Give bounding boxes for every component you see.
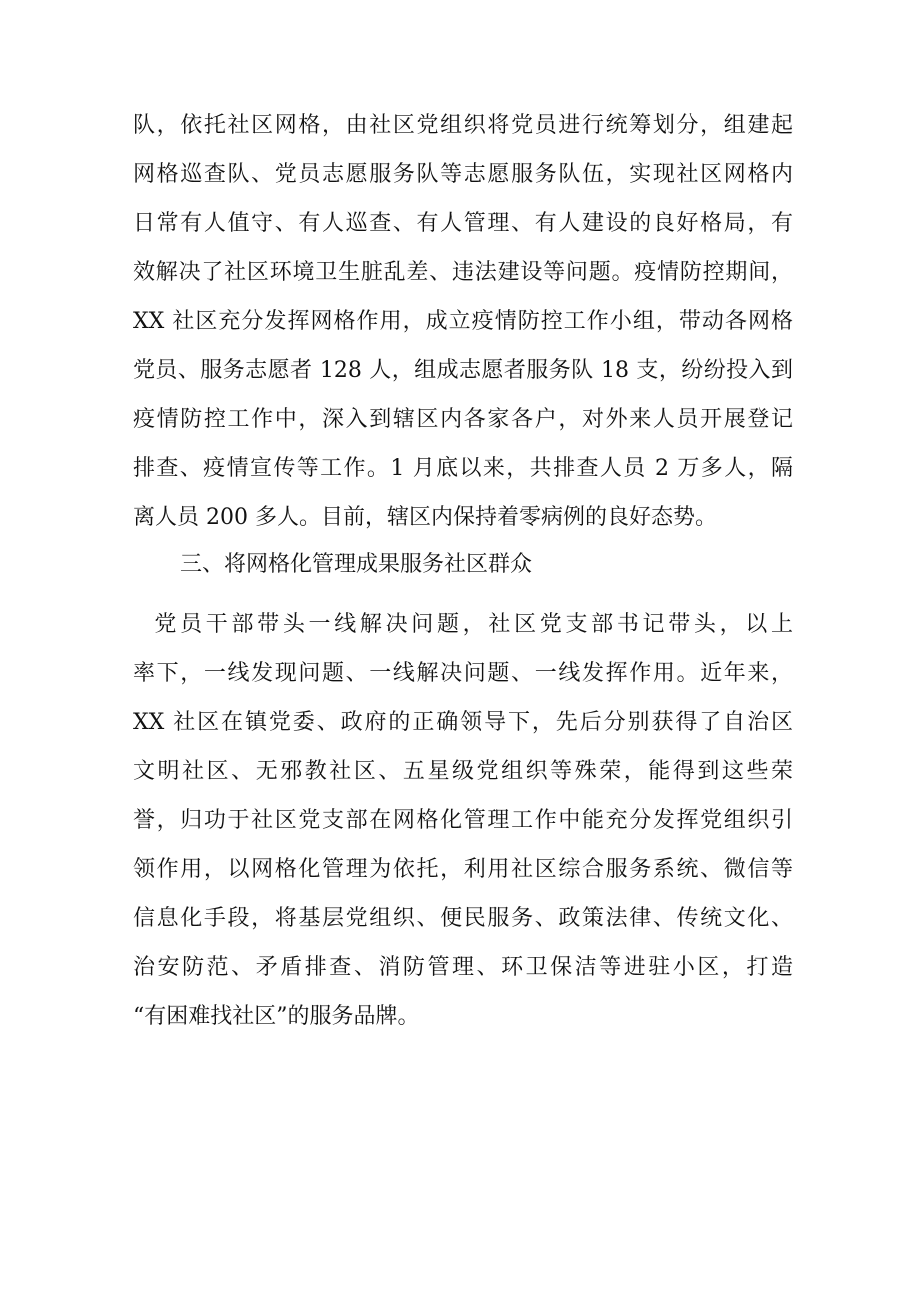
paragraph-line: 疫情防控工作中，深入到辖区内各家各户，对外来人员开展登记 xyxy=(133,407,793,432)
paragraph-line: 日常有人值守、有人巡查、有人管理、有人建设的良好格局，有 xyxy=(133,211,793,236)
paragraph-line: 队，依托社区网格，由社区党组织将党员进行统筹划分，组建起 xyxy=(133,113,793,138)
paragraph-grid-teams xyxy=(133,101,793,542)
paragraph-line: XX 社区充分发挥网格作用，成立疫情防控工作小组，带动各网格 xyxy=(133,309,793,334)
paragraph-line: 党员干部带头一线解决问题，社区党支部书记带头，以上 xyxy=(133,612,793,637)
paragraph-line: 信息化手段，将基层党组织、便民服务、政策法律、传统文化、 xyxy=(133,906,793,931)
paragraph-line: 领作用，以网格化管理为依托，利用社区综合服务系统、微信等 xyxy=(133,857,793,882)
paragraph-line: 离人员 200 多人。目前，辖区内保持着零病例的良好态势。 xyxy=(133,505,717,530)
paragraph-line: 治安防范、矛盾排查、消防管理、环卫保洁等进驻小区，打造 xyxy=(133,955,793,980)
paragraph-line: 率下，一线发现问题、一线解决问题、一线发挥作用。近年来， xyxy=(133,661,793,686)
paragraph-line: XX 社区在镇党委、政府的正确领导下，先后分别获得了自治区 xyxy=(133,710,793,735)
paragraph-line: 文明社区、无邪教社区、五星级党组织等殊荣，能得到这些荣 xyxy=(133,759,793,784)
paragraph-line: 党员、服务志愿者 128 人，组成志愿者服务队 18 支，纷纷投入到 xyxy=(133,358,793,383)
paragraph-line: “有困难找社区”的服务品牌。 xyxy=(133,1004,420,1029)
paragraph-line: 效解决了社区环境卫生脏乱差、违法建设等问题。疫情防控期间， xyxy=(133,260,793,285)
paragraph-line: 排查、疫情宣传等工作。1 月底以来，共排查人员 2 万多人，隔 xyxy=(133,456,793,481)
section-heading: 三、将网格化管理成果服务社区群众 xyxy=(180,552,533,577)
paragraph-service-results xyxy=(133,600,793,1041)
paragraph-line: 誉，归功于社区党支部在网格化管理工作中能充分发挥党组织引 xyxy=(133,808,793,833)
paragraph-line: 网格巡查队、党员志愿服务队等志愿服务队伍，实现社区网格内 xyxy=(133,162,793,187)
